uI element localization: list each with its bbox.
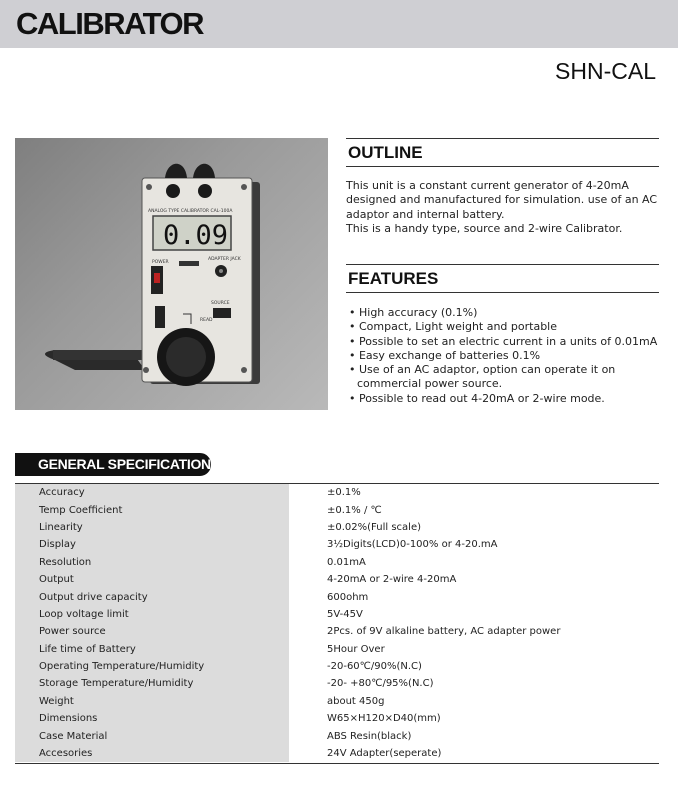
outline-heading: [346, 138, 659, 167]
outline-paragraph-2: This is a handy type, source and 2-wire Calibrator.: [346, 221, 623, 235]
power-label: POWER: [152, 260, 169, 265]
device-label: ANALOG TYPE CALIBRATOR CAL-100A: [148, 209, 233, 214]
adapter-label: ADAPTER JACK: [208, 257, 241, 262]
spec-key: Output: [15, 571, 289, 588]
table-row: [15, 675, 659, 692]
spec-value: about 450g: [327, 695, 385, 707]
source-label: SOURCE: [211, 301, 230, 306]
spec-value: 3½Digits(LCD)0-100% or 4-20.mA: [327, 539, 498, 551]
page-title: CALIBRATOR: [16, 6, 204, 41]
table-row: [15, 606, 659, 623]
outline-heading-text: OUTLINE: [348, 143, 423, 162]
table-row: [15, 484, 659, 501]
feature-item: • Possible to set an electric current in a units of 0.01mA: [349, 334, 658, 348]
spec-key: Linearity: [15, 519, 289, 536]
spec-key: Loop voltage limit: [15, 606, 289, 623]
table-row: [15, 693, 659, 710]
spec-key: Output drive capacity: [15, 588, 289, 605]
read-label: READ: [200, 318, 213, 323]
title-bar: [0, 0, 678, 48]
features-list: [348, 306, 659, 406]
features-heading: [346, 264, 659, 293]
outline-paragraph-1: This unit is a constant current generator of 4-20mA designed and manufactured for simulation. use of an AC adaptor and internal battery.: [346, 179, 658, 221]
spec-value: ±0.1%: [327, 487, 361, 499]
table-row: [15, 501, 659, 518]
spec-value: ABS Resin(black): [327, 730, 412, 742]
spec-key: Storage Temperature/Humidity: [15, 675, 289, 692]
feature-item: • High accuracy (0.1%): [349, 306, 478, 319]
spec-key: Power source: [15, 623, 289, 640]
spec-value: -20- +80℃/95%(N.C): [327, 678, 434, 690]
table-row: [15, 658, 659, 675]
spec-value: 2Pcs. of 9V alkaline battery, AC adapter power: [327, 626, 561, 638]
spec-key: Resolution: [15, 554, 289, 571]
outline-body: [346, 179, 659, 236]
table-row: [15, 727, 659, 744]
table-row: [15, 519, 659, 536]
spec-key: Operating Temperature/Humidity: [15, 658, 289, 675]
features-heading-text: FEATURES: [348, 269, 439, 288]
spec-value: W65×H120×D40(mm): [327, 713, 441, 725]
calibrator-device-image: [15, 138, 328, 410]
specs-bottom-rule: [15, 763, 659, 764]
spec-value: ±0.1% / ℃: [327, 504, 382, 516]
spec-value: 5Hour Over: [327, 643, 385, 655]
specs-heading-text: GENERAL SPECIFICATIONS: [38, 456, 220, 472]
feature-item: • Compact, Light weight and portable: [349, 320, 558, 334]
table-row: [15, 745, 659, 762]
spec-key: Display: [15, 536, 289, 553]
spec-key: Life time of Battery: [15, 641, 289, 658]
table-row: [15, 710, 659, 727]
model-name: SHN-CAL: [555, 58, 656, 84]
spec-key: Temp Coefficient: [15, 501, 289, 518]
table-row: [15, 554, 659, 571]
spec-key: Accesories: [15, 745, 289, 762]
feature-item: • Possible to read out 4-20mA or 2-wire mode.: [349, 391, 605, 405]
table-row: [15, 536, 659, 553]
spec-value: 600ohm: [327, 591, 369, 603]
lcd-readout: 0.09: [163, 220, 229, 251]
table-row: [15, 571, 659, 588]
spec-value: 0.01mA: [327, 556, 366, 568]
spec-key: Case Material: [15, 727, 289, 744]
spec-value: ±0.02%(Full scale): [327, 521, 421, 533]
spec-value: -20-60℃/90%(N.C): [327, 661, 422, 673]
spec-value: 4-20mA or 2-wire 4-20mA: [327, 574, 457, 586]
spec-value: 24V Adapter(seperate): [327, 748, 442, 760]
spec-value: 5V-45V: [327, 608, 363, 620]
table-row: [15, 588, 659, 605]
table-row: [15, 623, 659, 640]
specs-heading: [15, 453, 220, 476]
specs-table: [15, 484, 659, 762]
product-photo: [15, 138, 328, 410]
spec-key: Dimensions: [15, 710, 289, 727]
spec-key: Accuracy: [15, 484, 289, 501]
feature-item: • Easy exchange of batteries 0.1%: [349, 348, 541, 362]
spec-key: Weight: [15, 693, 289, 710]
table-row: [15, 641, 659, 658]
feature-item: • Use of an AC adaptor, option can operate it on commercial power source.: [349, 363, 616, 391]
